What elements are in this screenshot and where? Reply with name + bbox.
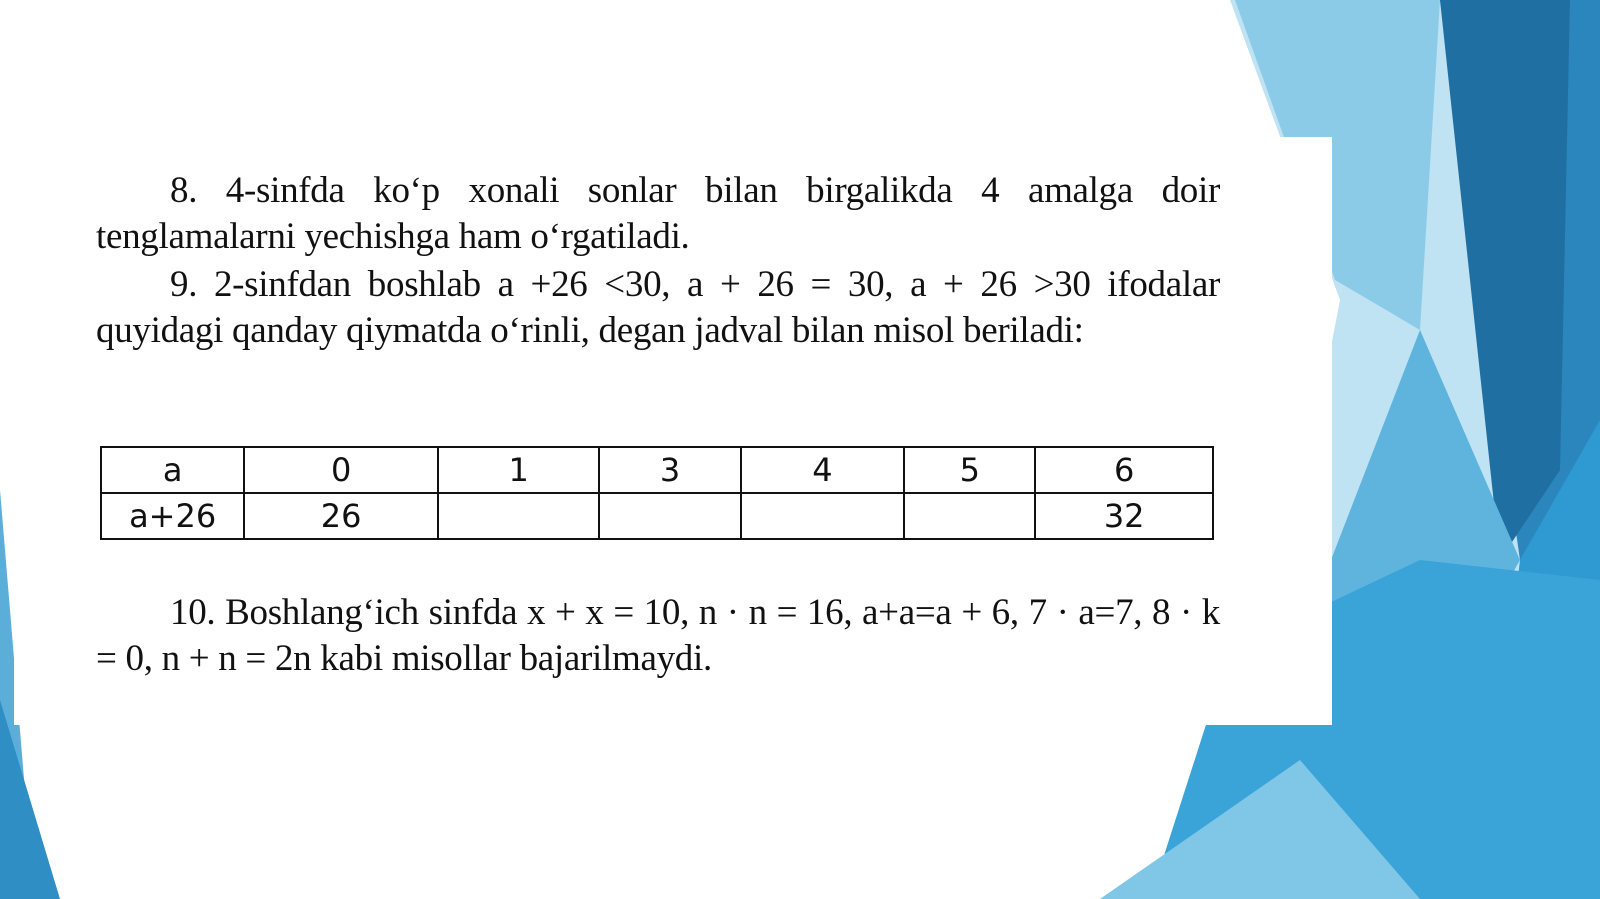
table-row bbox=[101, 447, 1213, 493]
paragraph-text: 9. 2-sinfdan boshlab a +26 <30, a + 26 = 30, a + 26 >30 ifodalar quyidagi qanday qiymatda o‘rinli, degan jadval bilan misol beriladi: bbox=[96, 264, 1220, 351]
table-cell bbox=[599, 493, 740, 539]
table-cell: 32 bbox=[1035, 493, 1213, 539]
paragraph-10 bbox=[96, 590, 1220, 682]
table-cell: a+26 bbox=[101, 493, 244, 539]
values-table bbox=[100, 446, 1214, 540]
table-cell bbox=[438, 493, 599, 539]
table-cell: 4 bbox=[741, 447, 904, 493]
table-cell: 0 bbox=[244, 447, 438, 493]
paragraph-9 bbox=[96, 262, 1220, 354]
table-row bbox=[101, 493, 1213, 539]
table-cell bbox=[904, 493, 1035, 539]
table-cell: 5 bbox=[904, 447, 1035, 493]
table-cell: 1 bbox=[438, 447, 599, 493]
paragraph-8 bbox=[96, 168, 1220, 260]
paragraph-text: 10. Boshlang‘ich sinfda x + x = 10, n · n = 16, a+a=a + 6, 7 · a=7, 8 · k = 0, n + n = 2n kabi misollar bajarilmaydi. bbox=[96, 592, 1220, 679]
table-cell bbox=[741, 493, 904, 539]
table-cell: 6 bbox=[1035, 447, 1213, 493]
table-cell: 3 bbox=[599, 447, 740, 493]
table-cell: 26 bbox=[244, 493, 438, 539]
table-cell: a bbox=[101, 447, 244, 493]
paragraph-text: 8. 4-sinfda ko‘p xonali sonlar bilan birgalikda 4 amalga doir tenglamalarni yechishga ham o‘rgatiladi. bbox=[96, 170, 1220, 257]
